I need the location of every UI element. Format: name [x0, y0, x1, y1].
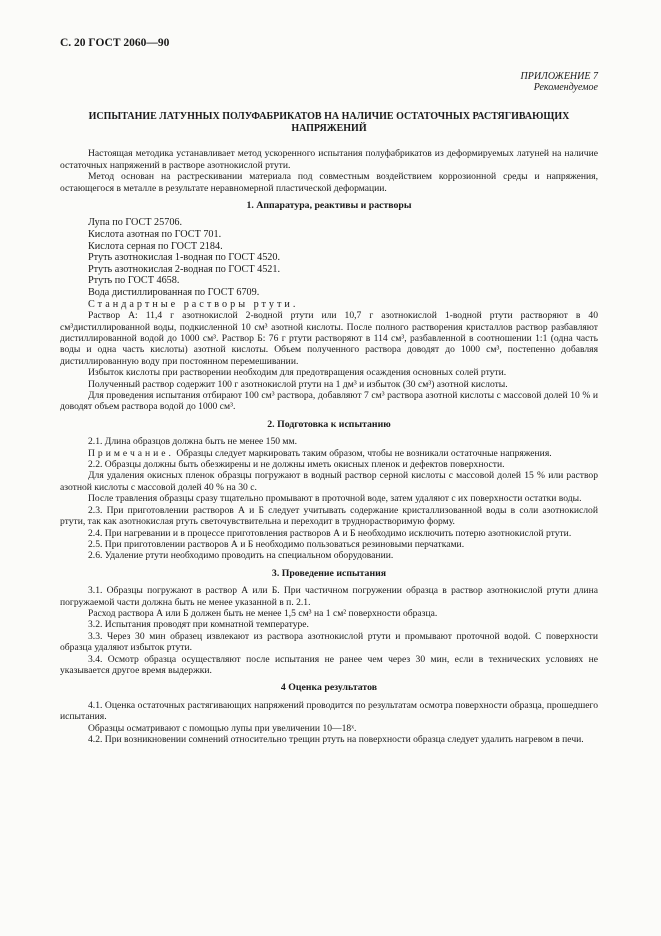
note-text: Образцы следует маркировать таким образом, чтобы не возникали остаточные напряжения. [173, 447, 552, 459]
paragraph: 2.4. При нагревании и в процессе приготовления растворов А и Б необходимо исключить потерю азотнокислой ртути. [88, 527, 572, 539]
paragraph: Образцы осматривают с помощью лупы при увеличении 10—18ˣ. [88, 722, 357, 734]
paragraph: После травления образцы сразу тщательно промывают в проточной воде, затем удаляют с их поверхности остатки воды. [88, 493, 582, 505]
list-item: Ртуть по ГОСТ 4658. [88, 275, 180, 287]
paragraph: 2.5. При приготовлении растворов А и Б необходимо пользоваться резиновыми перчатками. [88, 538, 465, 550]
intro-paragraph: Настоящая методика устанавливает метод ускоренного испытания полуфабрикатов из деформируемых латуней на наличие остаточных напряжений в растворе азотнокислой ртути. [60, 148, 598, 171]
paragraph: 3.2. Испытания проводят при комнатной температуре. [88, 619, 309, 631]
paragraph: 2.3. При приготовлении растворов А и Б следует учитывать содержание кристаллизованной воды в соли азотнокислой ртути, так как азотнокислая ртуть светочувствительна и переходит в труднорастворимую форму. [60, 504, 598, 528]
paragraph: Раствор А: 11,4 г азотнокислой 2-водной ртути или 10,7 г азотнокислой 1-водной ртути растворяют в 40 см³дистиллированной воды, подкисленной 10 см³ азотной кислоты. После полного растворения кристаллов раствор разбавляют дистиллированной водой до 1000 см³. Раствор Б: 76 г ртути растворяют в 114 см³, разбавленной в соотношении 1:1 (одна часть воды и одна часть кислоты) азотной кислоты. Объем полученного раствора доводят до 1000 см³, постепенно добавляя дистиллированную воду при постоянном перемешивании. [60, 310, 598, 367]
paragraph: Полученный раствор содержит 100 г азотнокислой ртути на 1 дм³ и избыток (30 см³) азотной кислоты. [88, 378, 508, 390]
section-title: 2. Подготовка к испытанию [267, 418, 391, 430]
appendix-title: ПРИЛОЖЕНИЕ 7 [520, 71, 598, 83]
section-title: 4 Оценка результатов [280, 682, 378, 694]
paragraph: Избыток кислоты при растворении необходим для предотвращения осаждения основных солей ртути. [88, 367, 507, 379]
list-item: Кислота серная по ГОСТ 2184. [88, 240, 223, 252]
list-item: Кислота азотная по ГОСТ 701. [88, 229, 222, 241]
paragraph: 3.3. Через 30 мин образец извлекают из раствора азотнокислой ртути и промывают проточной водой. С поверхности образца удаляют избыток ртути. [60, 630, 598, 654]
note-paragraph [60, 448, 598, 459]
list-item: Вода дистиллированная по ГОСТ 6709. [88, 287, 260, 298]
note-label: Примечание. [88, 447, 174, 459]
paragraph: 4.1. Оценка остаточных растягивающих напряжений проводится по результатам осмотра поверхности образца, прошедшего испытания. [60, 699, 598, 723]
page-header: С. 20 ГОСТ 2060—90 [60, 37, 170, 49]
paragraph: Для проведения испытания отбирают 100 см³ раствора, добавляют 7 см³ раствора азотной кислоты с массовой долей 10 % и доводят объем раствора водой до 1000 см³. [60, 390, 598, 413]
list-item: Лупа по ГОСТ 25706. [88, 217, 183, 229]
document-page [60, 38, 598, 745]
standard-solutions-label: Стандартные растворы ртути. [88, 298, 299, 310]
list-item: Ртуть азотнокислая 2-водная по ГОСТ 4521. [88, 263, 281, 275]
paragraph: 4.2. При возникновении сомнений относительно трещин ртуть на поверхности образца следует удалить нагревом в печи. [88, 734, 584, 745]
paragraph: 3.4. Осмотр образца осуществляют после испытания не ранее чем через 30 мин, если в технических условиях не указывается другое время выдержки. [60, 653, 598, 676]
paragraph: 2.2. Образцы должны быть обезжирены и не должны иметь окисных пленок и дефектов поверхности. [88, 459, 505, 471]
intro-paragraph: Метод основан на растрескивании материала под совместным воздействием коррозионной среды и напряжения, остающегося в металле в результате неравномерной пластической деформации. [60, 171, 598, 194]
section-title: 3. Проведение испытания [271, 567, 387, 579]
paragraph: 3.1. Образцы погружают в раствор А или Б. При частичном погружении образца в раствор азотнокислой ртути длина погружаемой части должна быть не менее указанной в п. 2.1. [60, 585, 598, 608]
list-item: Ртуть азотнокислая 1-водная по ГОСТ 4520. [88, 252, 281, 264]
document-title: ИСПЫТАНИЕ ЛАТУННЫХ ПОЛУФАБРИКАТОВ НА НАЛИЧИЕ ОСТАТОЧНЫХ РАСТЯГИВАЮЩИХ НАПРЯЖЕНИЙ [88, 111, 570, 135]
paragraph: Для удаления окисных пленок образцы погружают в водный раствор серной кислоты с массовой долей 15 % или раствор азотной кислоты с массовой долей 40 % на 30 с. [60, 470, 598, 493]
paragraph: 2.6. Удаление ртути необходимо проводить на специальном оборудовании. [88, 550, 394, 562]
paragraph: Расход раствора А или Б должен быть не менее 1,5 см³ на 1 см² поверхности образца. [88, 607, 438, 619]
appendix-label [60, 71, 598, 93]
section-title: 1. Аппаратура, реактивы и растворы [246, 200, 412, 212]
appendix-subtitle: Рекомендуемое [533, 82, 598, 94]
paragraph: 2.1. Длина образцов должна быть не менее 150 мм. [88, 436, 297, 448]
